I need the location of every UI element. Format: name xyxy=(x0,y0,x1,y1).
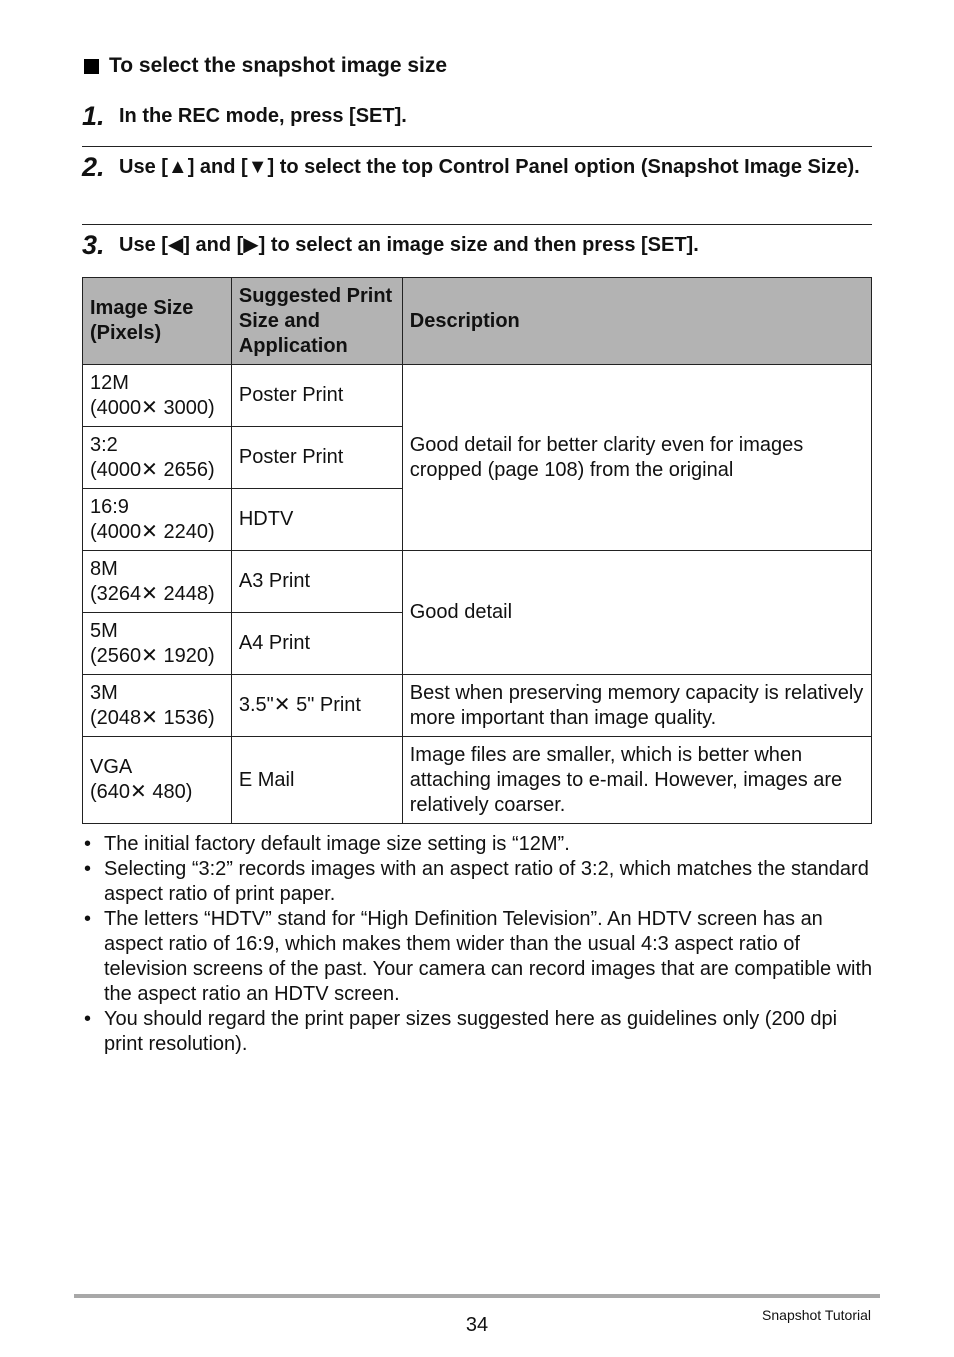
size-cell: 12M (4000✕ 3000) xyxy=(83,365,232,427)
print-cell: Poster Print xyxy=(231,427,402,489)
image-size-table xyxy=(82,277,872,824)
step-2 xyxy=(82,154,872,181)
header-description: Description xyxy=(402,278,871,365)
print-cell: A4 Print xyxy=(231,613,402,675)
table-row xyxy=(83,365,872,427)
size-cell: 3:2 (4000✕ 2656) xyxy=(83,427,232,489)
table-row xyxy=(83,737,872,824)
page-number: 34 xyxy=(465,1314,489,1336)
step-divider xyxy=(82,224,872,225)
footer-divider xyxy=(74,1294,880,1298)
table-row xyxy=(83,551,872,613)
step-3 xyxy=(82,232,872,259)
section-heading-text: To select the snapshot image size xyxy=(109,54,448,77)
size-cell: 5M (2560✕ 1920) xyxy=(83,613,232,675)
list-item: • The initial factory default image size setting is “12M”. xyxy=(84,833,570,855)
step-text: Use [▲] and [▼] to select the top Control Panel option (Snapshot Image Size). xyxy=(119,156,860,178)
notes-list xyxy=(84,832,874,1057)
step-divider xyxy=(82,146,872,147)
description-cell: Good detail xyxy=(402,551,871,675)
header-suggested-print: Suggested Print Size and Application xyxy=(231,278,402,365)
print-cell: HDTV xyxy=(231,489,402,551)
list-item: • The letters “HDTV” stand for “High Definition Television”. An HDTV screen has an aspect ratio of 16:9, which makes them wider than the usual 4:3 aspect ratio of television screens of the past. Your camera can record images that are compatible with the aspect ratio an HDTV screen. xyxy=(84,908,873,1005)
step-number: 3. xyxy=(82,230,105,260)
table-row xyxy=(83,675,872,737)
bullet-icon: • xyxy=(84,908,92,930)
print-cell: 3.5"✕ 5" Print xyxy=(231,675,402,737)
step-text: Use [◀] and [▶] to select an image size and then press [SET]. xyxy=(119,234,699,256)
bullet-icon: • xyxy=(84,858,92,880)
size-cell: VGA (640✕ 480) xyxy=(83,737,232,824)
step-text: In the REC mode, press [SET]. xyxy=(119,105,407,127)
list-item: • You should regard the print paper sizes suggested here as guidelines only (200 dpi print resolution). xyxy=(84,1008,838,1055)
section-heading xyxy=(84,54,447,78)
step-number: 2. xyxy=(82,152,105,182)
list-item: • Selecting “3:2” records images with an aspect ratio of 3:2, which matches the standard aspect ratio of print paper. xyxy=(84,858,869,905)
print-cell: E Mail xyxy=(231,737,402,824)
header-image-size: Image Size (Pixels) xyxy=(83,278,232,365)
bullet-icon: • xyxy=(84,833,92,855)
black-square-icon xyxy=(84,59,99,74)
bullet-icon: • xyxy=(84,1008,92,1030)
step-number: 1. xyxy=(82,101,105,131)
print-cell: Poster Print xyxy=(231,365,402,427)
size-cell: 8M (3264✕ 2448) xyxy=(83,551,232,613)
description-cell: Image files are smaller, which is better when attaching images to e-mail. However, images are relatively coarser. xyxy=(402,737,871,824)
description-cell: Best when preserving memory capacity is relatively more important than image quality. xyxy=(402,675,871,737)
description-cell: Good detail for better clarity even for images cropped (page 108) from the original xyxy=(402,365,871,551)
table-header-row xyxy=(83,278,872,365)
size-cell: 16:9 (4000✕ 2240) xyxy=(83,489,232,551)
size-cell: 3M (2048✕ 1536) xyxy=(83,675,232,737)
footer-section-label: Snapshot Tutorial xyxy=(762,1307,871,1323)
print-cell: A3 Print xyxy=(231,551,402,613)
step-1 xyxy=(82,103,872,130)
